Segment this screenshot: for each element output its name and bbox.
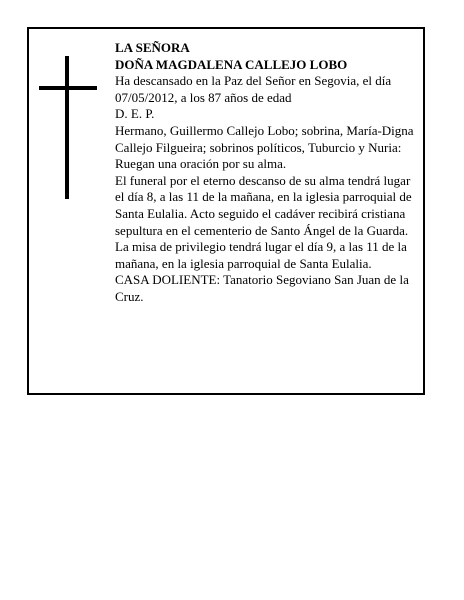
cross-icon <box>39 56 97 199</box>
family-members: Hermano, Guillermo Callejo Lobo; sobrina, María-Digna Callejo Filgueira; sobrinos políticos, Tuburcio y Nuria: <box>115 122 414 155</box>
funeral-details: El funeral por el eterno descanso de su alma tendrá lugar el día 8, a las 11 de la mañana, en la iglesia parroquial de Santa Eulalia. Acto seguido el cadáver recibirá cristiana sepultura en el cementerio de Santo Ángel de la Guarda. La misa de privilegio tendrá lugar el día 9, a las 11 de la mañana, en la iglesia parroquial de Santa Eulalia. <box>115 172 412 271</box>
notice-title: LA SEÑORA <box>115 40 190 55</box>
prayer-request: Ruegan una oración por su alma. <box>115 156 287 172</box>
deceased-name: DOÑA MAGDALENA CALLEJO LOBO <box>115 56 348 72</box>
dep-abbreviation: D. E. P. <box>115 106 155 122</box>
obituary-notice <box>27 27 425 395</box>
cross-horizontal-bar <box>39 86 97 90</box>
death-announcement: Ha descansado en la Paz del Señor en Segovia, el día 07/05/2012, a los 87 años de edad <box>115 73 392 105</box>
notice-text <box>115 40 417 306</box>
cross-vertical-bar <box>65 56 69 199</box>
mourning-house: CASA DOLIENTE: Tanatorio Segoviano San Juan de la Cruz. <box>115 272 409 304</box>
